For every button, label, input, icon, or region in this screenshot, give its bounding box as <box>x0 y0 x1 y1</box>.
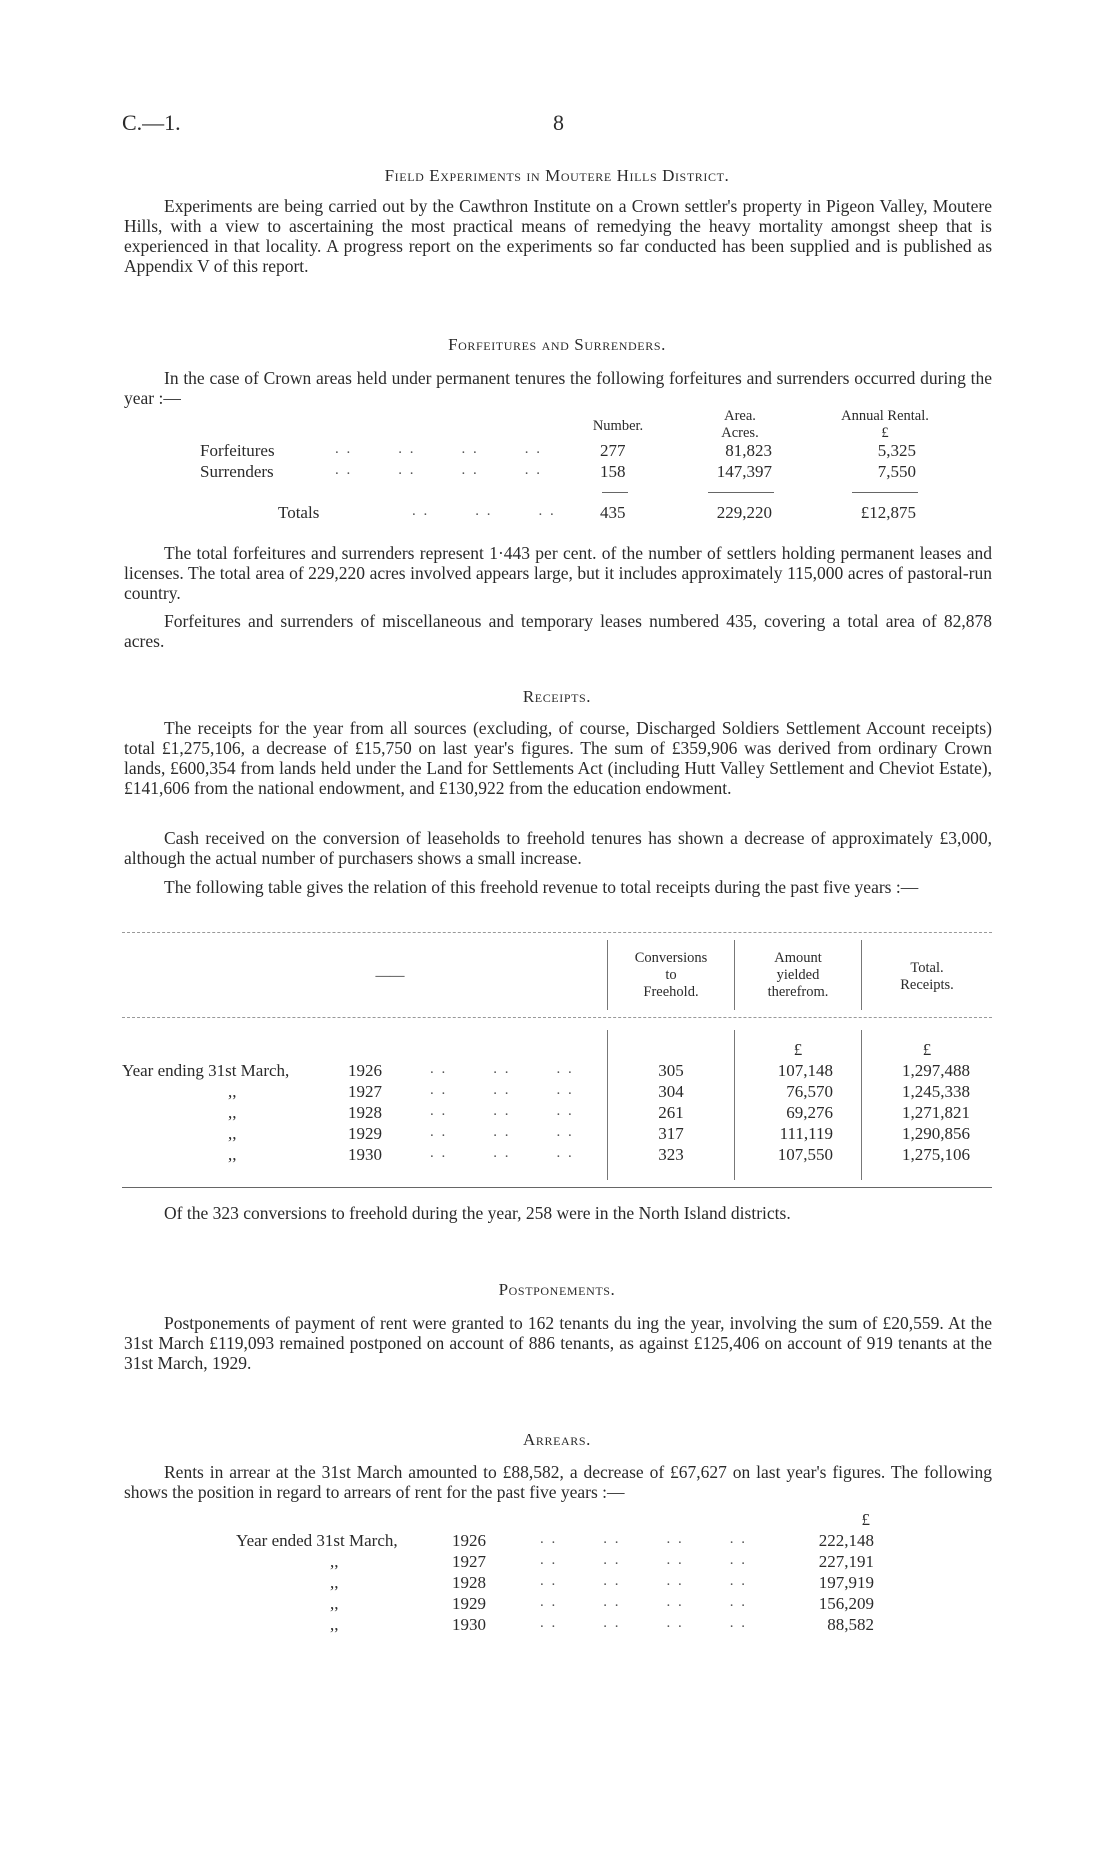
ditto-mark: ,, <box>228 1103 237 1122</box>
postponements-heading: Postponements. <box>498 1280 616 1299</box>
row-amount: 156,209 <box>818 1594 874 1613</box>
row-year: 1927 <box>348 1082 382 1101</box>
forfeitures-para-2: Forfeitures and surrenders of miscellaneous and temporary leases numbered 435, covering a total area of 82,878 acres. <box>124 611 992 651</box>
row-conversions: 317 <box>658 1124 684 1143</box>
row-amount: 69,276 <box>786 1103 833 1122</box>
col-conv-header-1: Conversions <box>634 950 708 966</box>
row-conversions: 305 <box>658 1061 684 1080</box>
receipts-heading: Receipts. <box>522 687 592 706</box>
row-amount: 76,570 <box>786 1082 833 1101</box>
row-area: 81,823 <box>725 441 772 460</box>
ditto-mark: ,, <box>330 1552 339 1571</box>
row-year: 1929 <box>348 1124 382 1143</box>
total-label: Totals <box>278 503 320 522</box>
total-rule <box>852 492 918 493</box>
postponements-paragraph: Postponements of payment of rent were granted to 162 tenants du ing the year, involving the sum of £20,559. At the 31st March £119,093 remained postponed on account of 886 tenants, as against £125,406 on account of 919 tenants at the 31st March, 1929. <box>124 1313 992 1373</box>
row-total: 1,271,821 <box>902 1103 970 1122</box>
row-year: 1930 <box>452 1615 486 1634</box>
column-divider <box>861 940 862 1010</box>
total-rule <box>602 492 628 493</box>
column-divider <box>734 1030 735 1180</box>
receipts-para-1: The receipts for the year from all sources (excluding, of course, Discharged Soldiers Settlement Account receipts) total £1,275,106, a decrease of £15,750 on last year's figures. The sum of £359,906 was derived from ordinary Crown lands, £600,354 from lands held under the Land for Settlements Act (including Hutt Valley Settlement and Cheviot Estate), £141,606 from the national endowment, and £130,922 from the education endowment. <box>124 718 992 798</box>
leader-dots: . . . . . . <box>430 1124 574 1140</box>
ditto-mark: ,, <box>330 1615 339 1634</box>
forfeitures-heading: Forfeitures and Surrenders. <box>448 335 666 354</box>
leader-dots: . . . . . . <box>412 503 556 519</box>
row-total: 1,245,338 <box>902 1082 970 1101</box>
receipts-para-2: Cash received on the conversion of leaseholds to freehold tenures has shown a decrease of approximately £3,000, although the actual number of purchasers shows a small increase. <box>124 828 992 868</box>
col-conv-header-3: Freehold. <box>643 984 699 1000</box>
leader-dots: . . . . . . . . <box>540 1615 747 1631</box>
row-amount: 227,191 <box>818 1552 874 1571</box>
row-label: Forfeitures <box>200 441 275 460</box>
col-total-header-1: Total. <box>910 960 944 976</box>
row-rental: 7,550 <box>877 462 916 481</box>
row-year: 1926 <box>452 1531 486 1550</box>
row-conversions: 323 <box>658 1145 684 1164</box>
row-year: 1928 <box>452 1573 486 1592</box>
row-prefix: Year ended 31st March, <box>236 1531 398 1550</box>
ditto-mark: ,, <box>330 1573 339 1592</box>
field-experiments-paragraph: Experiments are being carried out by the Cawthron Institute on a Crown settler's property in Pigeon Valley, Moutere Hills, with a view to ascertaining the most practical means of remedying the heavy mortality amongst sheep that is experienced in that locality. A progress report on the experiments so far conducted has been supplied and is published as Appendix V of this report. <box>124 196 992 276</box>
leader-dots: . . . . . . <box>430 1082 574 1098</box>
document-reference: C.—1. <box>122 110 181 135</box>
arrears-paragraph: Rents in arrear at the 31st March amounted to £88,582, a decrease of £67,627 on last year's figures. The following shows the position in regard to arrears of rent for the past five years :— <box>124 1462 992 1502</box>
leader-dots: . . . . . . . . <box>540 1573 747 1589</box>
leader-dots: . . . . . . <box>430 1145 574 1161</box>
total-rule <box>708 492 774 493</box>
col-area-header: Area. <box>724 408 756 424</box>
col-rental-unit: £ <box>881 425 889 441</box>
col-conv-header-2: to <box>665 967 677 983</box>
row-amount: 197,919 <box>818 1573 874 1592</box>
row-year: 1928 <box>348 1103 382 1122</box>
column-divider <box>607 1030 608 1180</box>
leader-dots: . . . . . . . . <box>540 1531 747 1547</box>
ditto-mark: ,, <box>228 1082 237 1101</box>
row-year: 1930 <box>348 1145 382 1164</box>
receipts-para-3: The following table gives the relation of this freehold revenue to total receipts during the past five years :— <box>164 877 919 897</box>
column-divider <box>607 940 608 1010</box>
row-rental: 5,325 <box>877 441 916 460</box>
receipts-para-4: Of the 323 conversions to freehold during the year, 258 were in the North Island districts. <box>164 1203 791 1223</box>
row-area: 147,397 <box>716 462 772 481</box>
row-conversions: 261 <box>658 1103 684 1122</box>
row-amount: 88,582 <box>827 1615 874 1634</box>
total-number: 435 <box>600 503 626 522</box>
col-rental-header: Annual Rental. <box>841 408 929 424</box>
total-unit: £ <box>922 1040 932 1059</box>
row-total: 1,297,488 <box>902 1061 970 1080</box>
row-amount: 111,119 <box>779 1124 833 1143</box>
leader-dots: . . . . . . <box>430 1061 574 1077</box>
row-number: 277 <box>600 441 626 460</box>
ditto-mark: ,, <box>228 1124 237 1143</box>
page-number: 8 <box>553 110 564 135</box>
ditto-mark: ,, <box>228 1145 237 1164</box>
row-year: 1929 <box>452 1594 486 1613</box>
row-total: 1,290,856 <box>902 1124 970 1143</box>
field-experiments-heading: Field Experiments in Moutere Hills District. <box>384 166 730 185</box>
col-amount-header-3: therefrom. <box>767 984 829 1000</box>
amount-unit: £ <box>793 1040 803 1059</box>
forfeitures-para-1: The total forfeitures and surrenders represent 1·443 per cent. of the number of settlers holding permanent leases and licenses. The total area of 229,220 acres involved appears large, but it includes approximately 115,000 acres of pastoral-run country. <box>124 543 992 603</box>
table-bottom-rule <box>122 1187 992 1188</box>
row-amount: 107,148 <box>777 1061 833 1080</box>
row-year: 1926 <box>348 1061 382 1080</box>
column-divider <box>861 1030 862 1180</box>
col-total-header-2: Receipts. <box>900 977 954 993</box>
row-amount: 107,550 <box>777 1145 833 1164</box>
leader-dots: . . . . . . . . <box>335 462 542 478</box>
col-area-unit: Acres. <box>721 425 759 441</box>
arrears-unit: £ <box>861 1510 870 1529</box>
arrears-heading: Arrears. <box>522 1430 591 1449</box>
leader-dots: . . . . . . . . <box>540 1552 747 1568</box>
total-area: 229,220 <box>716 503 772 522</box>
row-amount: 222,148 <box>818 1531 874 1550</box>
table-header-rule <box>122 1017 992 1018</box>
col-amount-header-1: Amount <box>774 950 822 966</box>
blank-header: —— <box>375 968 405 984</box>
forfeitures-intro: In the case of Crown areas held under permanent tenures the following forfeitures and surrenders occurred during the year :— <box>124 368 992 408</box>
leader-dots: . . . . . . . . <box>540 1594 747 1610</box>
row-number: 158 <box>600 462 626 481</box>
total-rental: £12,875 <box>860 503 916 522</box>
column-divider <box>734 940 735 1010</box>
ditto-mark: ,, <box>330 1594 339 1613</box>
row-prefix: Year ending 31st March, <box>122 1061 290 1080</box>
leader-dots: . . . . . . . . <box>335 441 542 457</box>
leader-dots: . . . . . . <box>430 1103 574 1119</box>
row-total: 1,275,106 <box>902 1145 970 1164</box>
row-conversions: 304 <box>658 1082 684 1101</box>
row-year: 1927 <box>452 1552 486 1571</box>
row-label: Surrenders <box>200 462 274 481</box>
table-top-rule <box>122 932 992 933</box>
col-number-header: Number. <box>592 418 644 434</box>
col-amount-header-2: yielded <box>776 967 820 983</box>
